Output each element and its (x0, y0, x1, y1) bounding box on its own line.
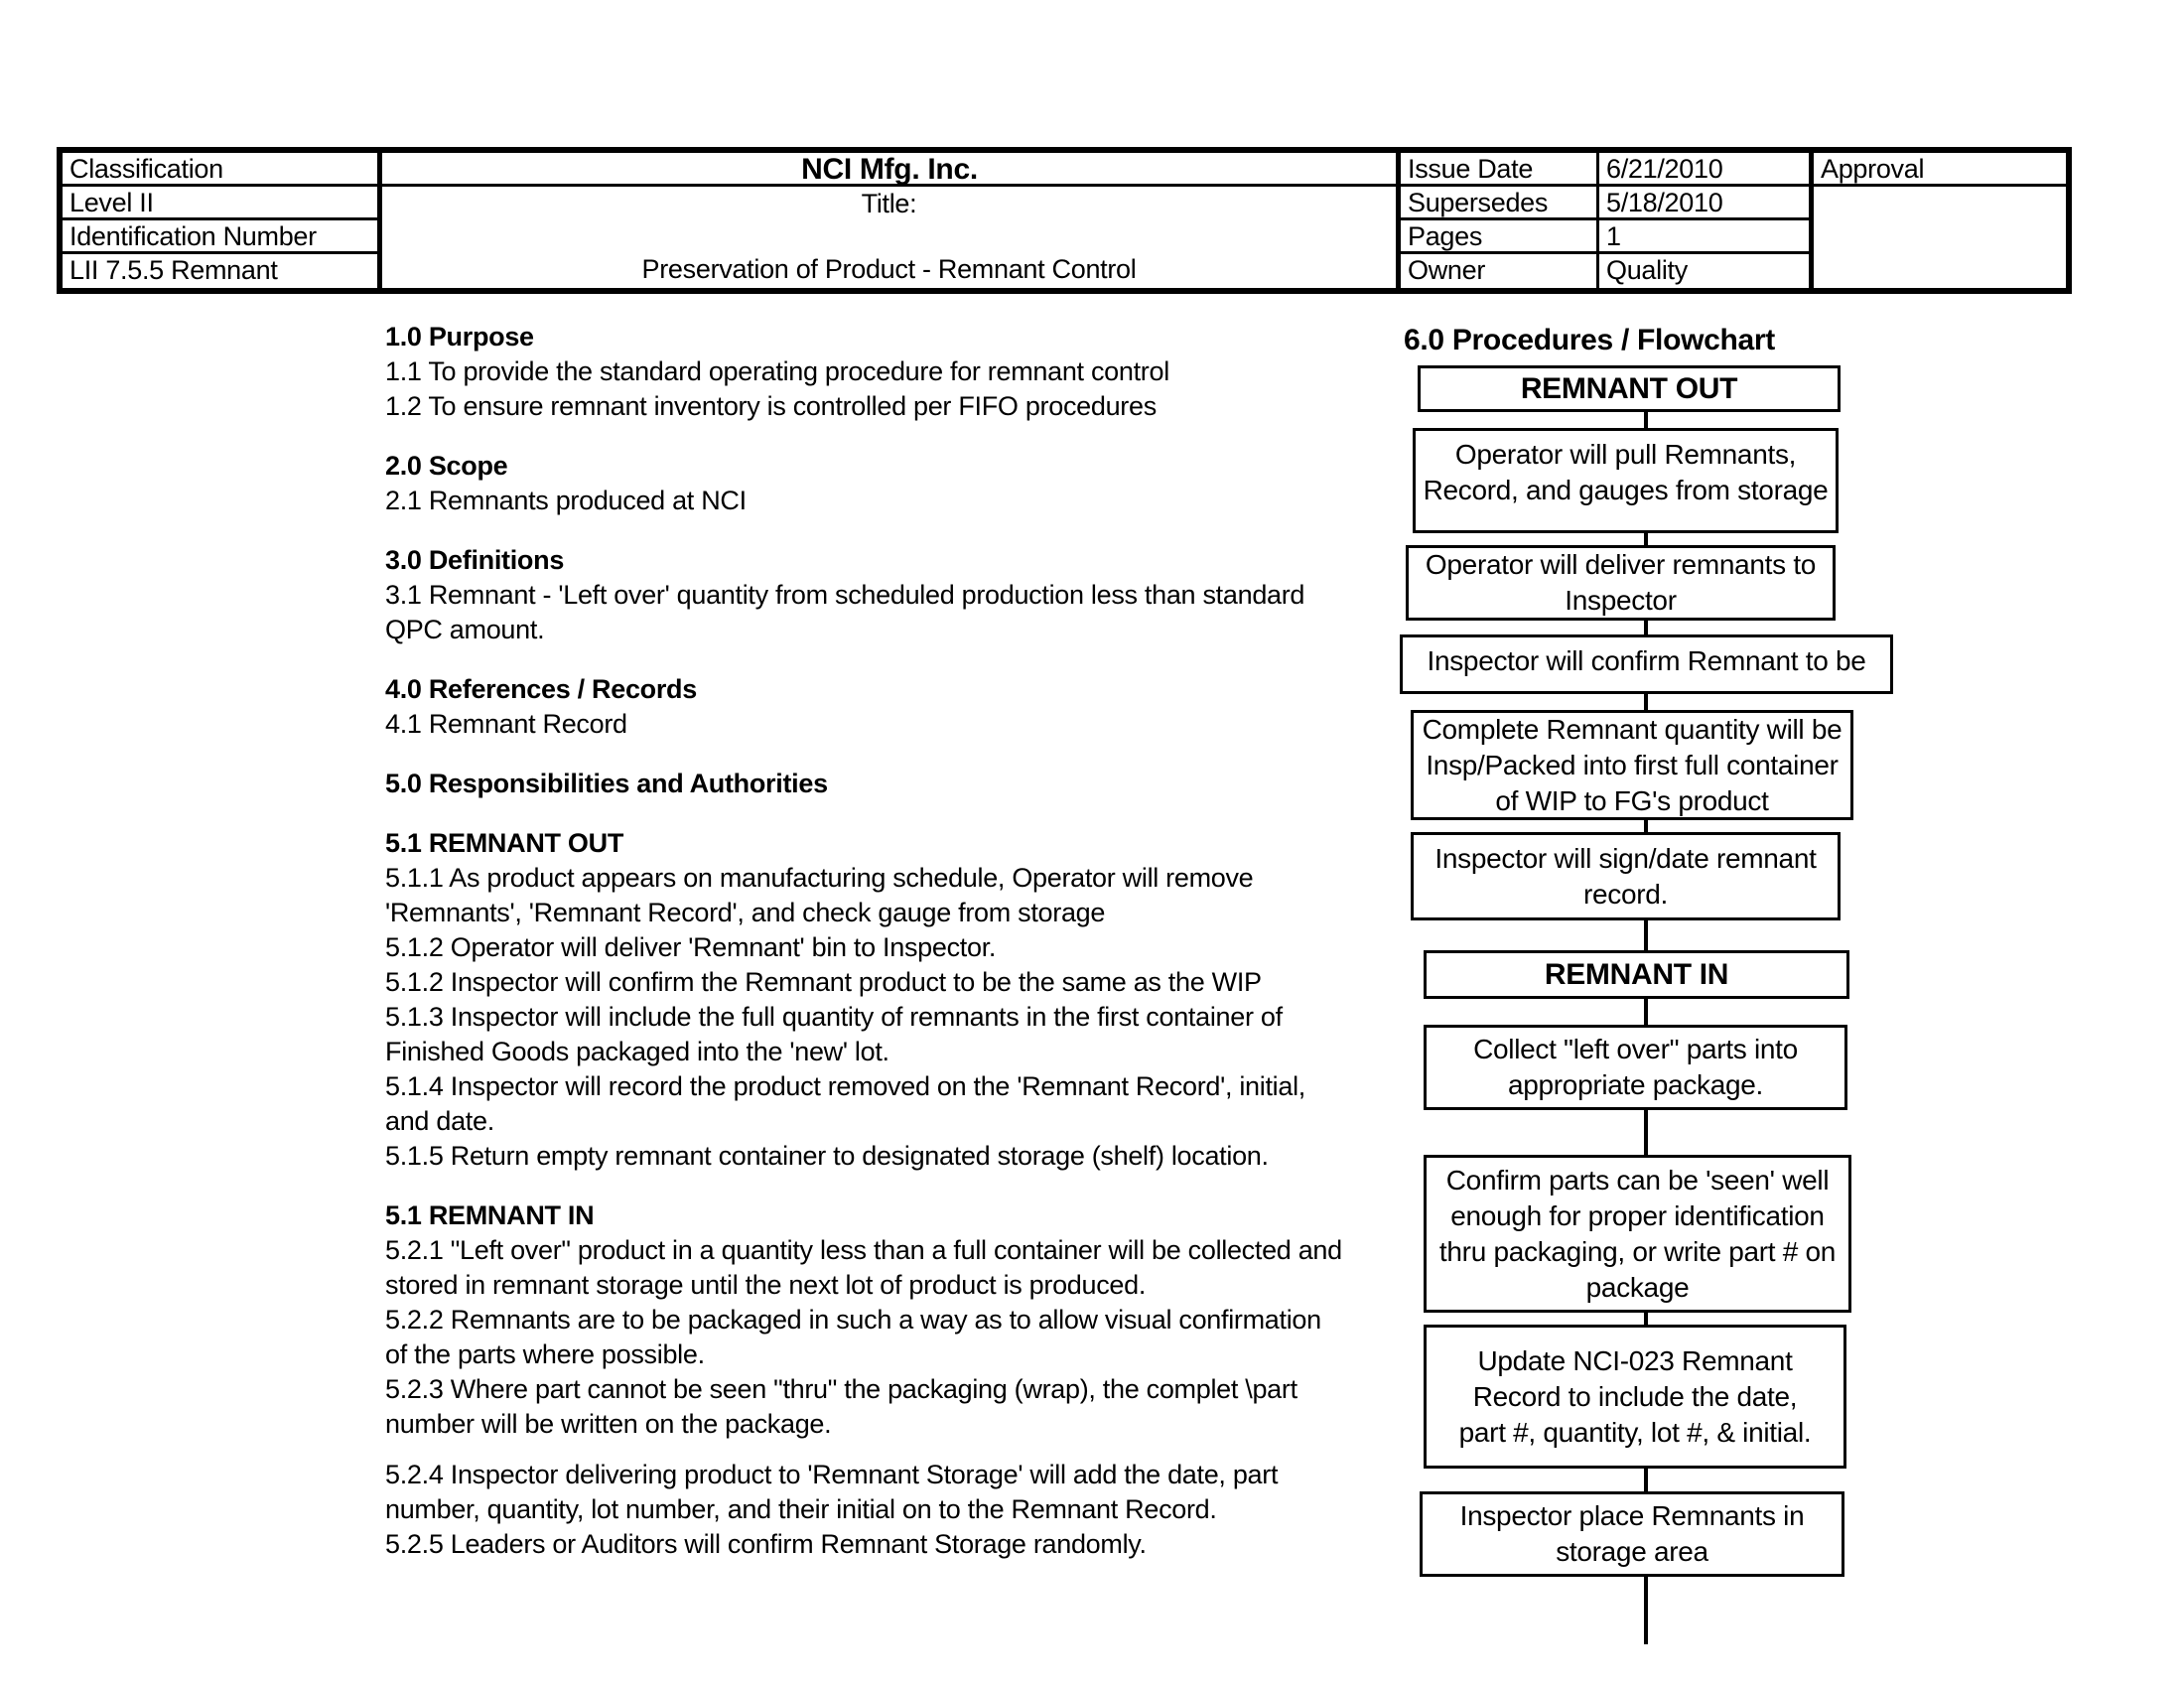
section-heading: 3.0 Definitions (385, 545, 565, 575)
body-section (385, 767, 1418, 801)
flowchart-box-line: enough for proper identification (1450, 1199, 1825, 1231)
section-heading: 4.0 References / Records (385, 674, 697, 704)
approval-label: Approval (1814, 153, 2066, 187)
body-line: 5.1.3 Inspector will include the full quantity of remnants in the first container of (385, 1002, 1283, 1032)
flowchart-box-line: package (1585, 1271, 1690, 1303)
flowchart-box-line: Insp/Packed into first full container (1426, 749, 1839, 780)
paragraph (385, 484, 1418, 518)
body-line: 1.2 To ensure remnant inventory is controlled per FIFO procedures (385, 391, 1157, 421)
flowchart-box-line: Record to include the date, (1472, 1380, 1798, 1412)
body-line: 5.1.2 Operator will deliver 'Remnant' bin to Inspector. (385, 932, 997, 962)
flowchart-box-line: Operator will deliver remnants to (1425, 549, 1817, 580)
section-heading: 5.1 REMNANT IN (385, 1200, 595, 1230)
section-heading: 5.1 REMNANT OUT (385, 828, 624, 858)
flowchart-step-box (1406, 545, 1836, 621)
flowchart-box-line: Inspector will confirm Remnant to be (1427, 645, 1866, 676)
flowchart-box-line: record. (1582, 878, 1669, 910)
flowchart-box-line: appropriate package. (1507, 1069, 1764, 1100)
flowchart-connector (1644, 621, 1648, 634)
body-line: 5.1.2 Inspector will confirm the Remnant product to be the same as the WIP (385, 967, 1262, 997)
body-line: 5.2.2 Remnants are to be packaged in such a way as to allow visual confirmation (385, 1305, 1321, 1335)
approval-signature-area (1814, 187, 2066, 288)
body-line: 'Remnants', 'Remnant Record', and check gauge from storage (385, 898, 1106, 927)
body-section (385, 1198, 1418, 1562)
flowchart-connector (1644, 820, 1648, 832)
flowchart-box-line: Inspector will sign/date remnant (1434, 842, 1817, 874)
section-heading: 5.0 Responsibilities and Authorities (385, 769, 828, 798)
flowchart-box-line: storage area (1556, 1536, 1708, 1567)
body-section (385, 672, 1418, 742)
procedure-text-column (385, 320, 1418, 1587)
flowchart-step-box (1413, 428, 1839, 533)
pages-label: Pages (1401, 220, 1599, 254)
body-line: number will be written on the package. (385, 1409, 832, 1439)
owner-value: Quality (1599, 254, 1814, 288)
flowchart-box-line: Operator will pull Remnants, (1454, 439, 1797, 470)
flowchart-box-line: Complete Remnant quantity will be (1422, 713, 1843, 745)
flowchart-connector (1644, 1110, 1648, 1155)
title-label: Title: (861, 189, 917, 218)
flowchart-connector (1644, 533, 1648, 545)
body-line: 5.2.4 Inspector delivering product to 'Remnant Storage' will add the date, part (385, 1460, 1279, 1489)
flowchart-step-box (1400, 634, 1893, 694)
flowchart-header-box (1418, 365, 1841, 412)
flowchart-step-box (1424, 1155, 1851, 1313)
body-line: QPC amount. (385, 615, 545, 644)
identification-number-value: LII 7.5.5 Remnant (63, 254, 382, 288)
paragraph (385, 354, 1418, 424)
paragraph (385, 1233, 1418, 1442)
body-line: 5.2.1 "Left over" product in a quantity less than a full container will be collected and (385, 1235, 1342, 1265)
flowchart-box-line: Record, and gauges from storage (1423, 475, 1829, 505)
flowchart-box-line: Update NCI-023 Remnant (1477, 1344, 1793, 1376)
body-section (385, 826, 1418, 1174)
flowchart-connector (1644, 1313, 1648, 1325)
flowchart-step-box (1411, 710, 1853, 820)
body-section (385, 449, 1418, 518)
body-line: 5.1.4 Inspector will record the product removed on the 'Remnant Record', initial, (385, 1071, 1305, 1101)
header-table (57, 147, 2072, 294)
body-line: 4.1 Remnant Record (385, 709, 627, 739)
issue-date-label: Issue Date (1401, 153, 1599, 187)
flowchart-connector (1644, 1469, 1648, 1491)
flowchart-box-line: of WIP to FG's product (1495, 784, 1769, 816)
flowchart-connector (1644, 999, 1648, 1025)
flowchart-connector (1644, 694, 1648, 710)
section-heading: 2.0 Scope (385, 451, 508, 481)
company-name: NCI Mfg. Inc. (382, 153, 1401, 187)
body-line: stored in remnant storage until the next lot of product is produced. (385, 1270, 1147, 1300)
section-heading: 1.0 Purpose (385, 322, 534, 352)
body-line: number, quantity, lot number, and their initial on to the Remnant Record. (385, 1494, 1217, 1524)
issue-date-value: 6/21/2010 (1599, 153, 1814, 187)
body-line: Finished Goods packaged into the 'new' lot. (385, 1037, 889, 1066)
flowchart-box-line: thru packaging, or write part # on (1438, 1235, 1837, 1267)
flowchart-box-line: Inspector (1565, 585, 1677, 616)
flowchart-header-box (1424, 950, 1849, 999)
body-section (385, 543, 1418, 647)
body-line: and date. (385, 1106, 494, 1136)
flowchart-connector (1644, 1577, 1648, 1644)
flowchart-box-line: REMNANT OUT (1520, 371, 1738, 405)
flowchart-box-line: Confirm parts can be 'seen' well (1445, 1164, 1830, 1196)
flowchart-connector (1644, 920, 1648, 950)
document-title: Preservation of Product - Remnant Control (641, 254, 1137, 284)
flowchart-box-line: part #, quantity, lot #, & initial. (1458, 1416, 1812, 1448)
body-line: 2.1 Remnants produced at NCI (385, 486, 747, 515)
flowchart-box-line: Collect "left over" parts into (1473, 1034, 1798, 1064)
owner-label: Owner (1401, 254, 1599, 288)
paragraph (385, 578, 1418, 647)
flowchart-step-box (1411, 832, 1841, 920)
supersedes-value: 5/18/2010 (1599, 187, 1814, 220)
body-line: of the parts where possible. (385, 1339, 705, 1369)
body-line: 1.1 To provide the standard operating procedure for remnant control (385, 356, 1169, 386)
flowchart-connector (1644, 412, 1648, 428)
flowchart-box-line: REMNANT IN (1544, 957, 1729, 991)
title-block (382, 187, 1401, 288)
level-label: Level II (63, 187, 382, 220)
identification-number-label: Identification Number (63, 220, 382, 254)
paragraph (385, 861, 1418, 1174)
body-section (385, 320, 1418, 424)
body-line: 5.2.3 Where part cannot be seen "thru" the packaging (wrap), the complet \part (385, 1374, 1297, 1404)
body-line: 5.1.1 As product appears on manufacturing schedule, Operator will remove (385, 863, 1254, 893)
flowchart-step-box (1424, 1325, 1846, 1469)
pages-value: 1 (1599, 220, 1814, 254)
supersedes-label: Supersedes (1401, 187, 1599, 220)
body-line: 3.1 Remnant - 'Left over' quantity from scheduled production less than standard (385, 580, 1305, 610)
flowchart-box-line: Inspector place Remnants in (1459, 1500, 1805, 1531)
body-line: 5.1.5 Return empty remnant container to designated storage (shelf) location. (385, 1141, 1269, 1171)
paragraph (385, 1458, 1418, 1562)
flowchart-step-box (1424, 1025, 1847, 1110)
flowchart-step-box (1420, 1491, 1844, 1577)
classification-label: Classification (63, 153, 382, 187)
paragraph (385, 707, 1418, 742)
flowchart-heading: 6.0 Procedures / Flowchart (1404, 324, 1775, 356)
body-line: 5.2.5 Leaders or Auditors will confirm Remnant Storage randomly. (385, 1529, 1147, 1559)
